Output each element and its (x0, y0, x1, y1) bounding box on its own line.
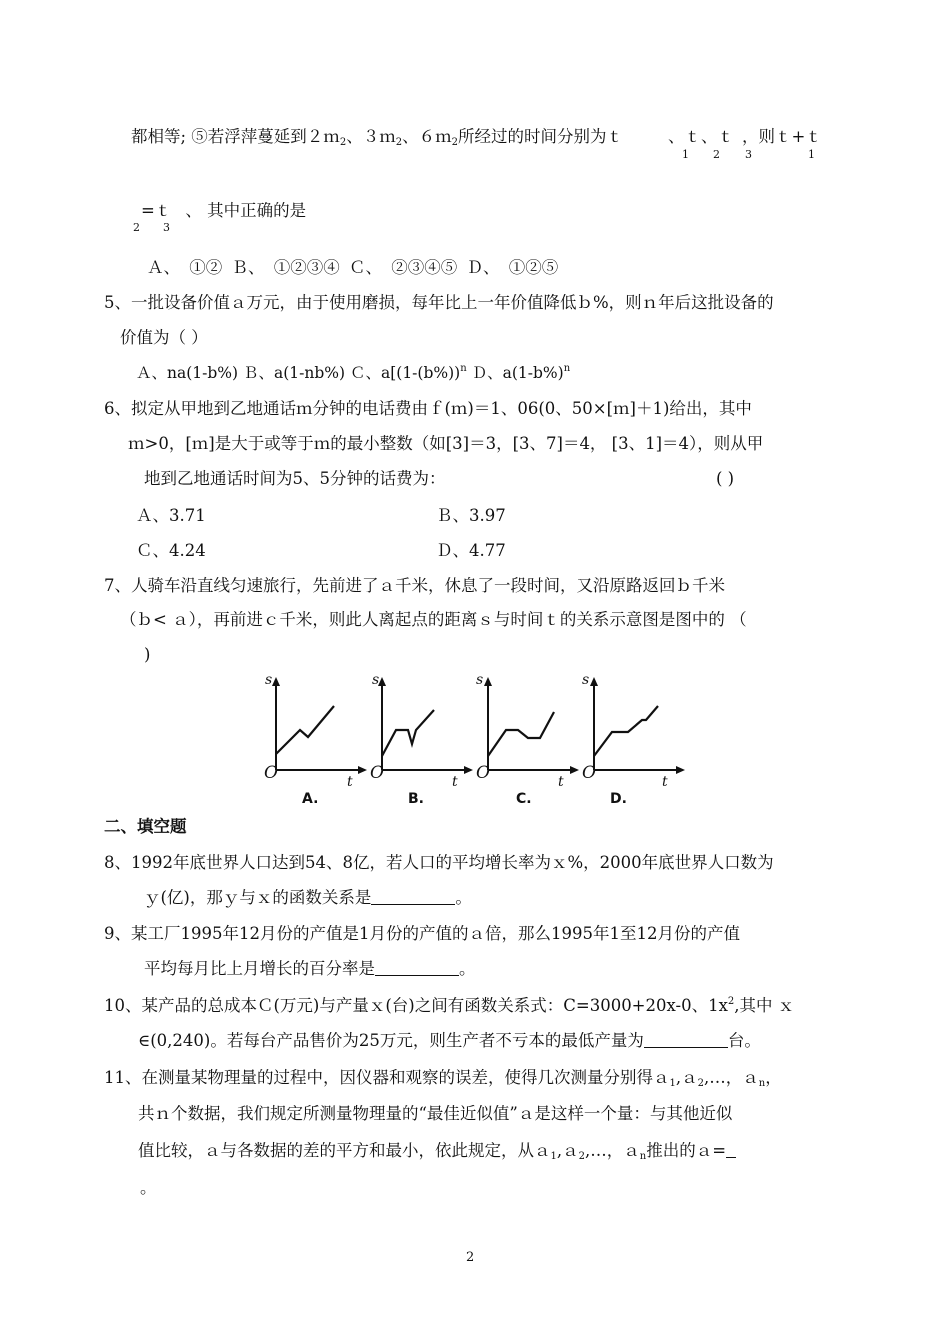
graph-d-t-arrow (676, 766, 685, 774)
graph-b-s-arrow (378, 677, 386, 686)
section-2-title: 二、填空题 (104, 817, 187, 836)
q9-line1: 9、某工厂1995年12月份的产值是1月份的产值的ａ倍，那么1995年1至12月份的产值 (104, 924, 740, 943)
q8-answer-blank[interactable] (371, 890, 455, 905)
graph-b-t-arrow (464, 766, 473, 774)
q7-graphs-figure (262, 666, 692, 808)
q8-line2: ｙ(亿)，那ｙ与ｘ的函数关系是 。 (144, 888, 472, 907)
q7-line2: （ｂ< ａ），再前进ｃ千米，则此人离起点的距离ｓ与时间ｔ的关系示意图是图中的 （ (120, 610, 747, 629)
q5-line2: 价值为（ ） (120, 328, 208, 347)
q4-sub-t1: 1 (682, 148, 689, 161)
q5-line1: 5、一批设备价值ａ万元，由于使用磨损，每年比上一年价值降低ｂ%，则ｎ年后这批设备的 (104, 293, 774, 312)
graph-a (272, 677, 367, 774)
graph-a-t-label: t (347, 774, 353, 790)
q6-line3: 地到乙地通话时间为5、5分钟的话费为： (144, 469, 446, 488)
q7-line3: ) (144, 645, 151, 664)
q6-line1: 6、拟定从甲地到乙地通话ｍ分钟的电话费由ｆ(ｍ)＝1、06(0、50×[ｍ]＋1)给出，其中 (104, 399, 752, 418)
graph-d (590, 677, 685, 774)
q9-answer-blank[interactable] (375, 961, 459, 976)
q10-line2: ∈(0,240)。若每台产品售价为25万元，则生产者不亏本的最低产量为 台。 (138, 1031, 761, 1050)
graph-d-origin: O (582, 763, 596, 783)
q11-line2: 共ｎ个数据，我们规定所测量物理量的“最佳近似值”ａ是这样一个量：与其他近似 (138, 1104, 733, 1123)
q4-sub-t2: 2 (713, 148, 720, 161)
graph-c-t-label: t (558, 774, 564, 790)
graph-a-caption: A. (302, 791, 319, 807)
graph-a-curve (276, 706, 334, 754)
graph-c-t-arrow (570, 766, 579, 774)
q10-answer-blank[interactable] (644, 1033, 728, 1048)
graph-d-s-label: s (582, 672, 590, 688)
q4-line1-t: 、ｔ、ｔ ，则ｔ+ｔ (668, 127, 822, 146)
graph-d-s-arrow (590, 677, 598, 686)
graph-c-s-arrow (484, 677, 492, 686)
q8-line1: 8、1992年底世界人口达到54、8亿，若人口的平均增长率为ｘ%，2000年底世界人口数为 (104, 853, 774, 872)
graph-b-origin: O (370, 763, 384, 783)
graph-b-s-label: s (372, 672, 380, 688)
graph-b (378, 677, 473, 774)
q11-line1: 11、在测量某物理量的过程中，因仪器和观察的误差，使得几次测量分别得ａ$_1$,ａ$_2$,…，ａ$_n$， (104, 1068, 782, 1089)
q6-option-a: Ａ、3.71 (136, 506, 206, 525)
q4-options: Ａ、 ①② Ｂ、 ①②③④ Ｃ、 ②③④⑤ Ｄ、 ①②⑤ (147, 258, 559, 277)
graph-c-s-label: s (476, 672, 484, 688)
graph-d-t-label: t (662, 774, 668, 790)
q4-sub2-t3: 3 (163, 221, 170, 234)
graph-a-s-label: s (265, 672, 273, 688)
q6-option-d: Ｄ、4.77 (436, 541, 506, 560)
graph-b-caption: B. (408, 791, 424, 807)
graph-a-origin: O (264, 763, 278, 783)
graph-a-t-arrow (358, 766, 367, 774)
graph-b-t-label: t (452, 774, 458, 790)
graph-c-curve (488, 712, 554, 756)
graph-b-curve (382, 710, 434, 756)
q4-sub2-t2: 2 (133, 221, 140, 234)
q4-line2: =ｔ 、 其中正确的是 (141, 201, 307, 220)
q4-sub-t3: 3 (745, 148, 752, 161)
q4-line1: 都相等; ⑤若浮萍蔓延到２ｍ$_2$、３ｍ$_2$、６ｍ$_2$所经过的时间分别为ｔ (131, 127, 623, 148)
q7-line1: 7、人骑车沿直线匀速旅行，先前进了ａ千米，休息了一段时间，又沿原路返回ｂ千米 (104, 576, 725, 595)
graph-d-caption: D. (610, 791, 627, 807)
q11-line3: 值比较，ａ与各数据的差的平方和最小，依此规定，从ａ$_1$,ａ$_2$,…，ａ$_n$推出的ａ= (138, 1143, 736, 1160)
q6-line2: ｍ>0，[ｍ]是大于或等于ｍ的最小整数（如[3]＝3，[3、7]＝4， [3、1]＝4），则从甲 (128, 434, 764, 453)
q11-line4: 。 (140, 1178, 157, 1197)
graph-c-origin: O (476, 763, 490, 783)
page-number: 2 (466, 1250, 475, 1265)
q11-answer-blank[interactable] (726, 1143, 736, 1158)
q9-line2: 平均每月比上月增长的百分率是 。 (144, 959, 476, 978)
graph-c (484, 677, 579, 774)
graph-d-curve (594, 706, 658, 756)
q4-sub-t1b: 1 (808, 148, 815, 161)
graph-a-s-arrow (272, 677, 280, 686)
q6-option-c: Ｃ、4.24 (136, 541, 206, 560)
q6-bracket: ( ) (716, 469, 735, 488)
q6-option-b: Ｂ、3.97 (436, 506, 506, 525)
q10-line1: 10、某产品的总成本Ｃ(万元)与产量ｘ(台)之间有函数关系式：C=3000+20x-0、$1x^2$,其中 ｘ (104, 996, 795, 1015)
graph-c-caption: C. (516, 791, 532, 807)
q5-options: Ａ、na(1-b%) Ｂ、a(1-nb%) Ｃ、$a[(1-(b\%))^n$ Ｄ、$a(1-b\%)^n$ (136, 363, 571, 382)
